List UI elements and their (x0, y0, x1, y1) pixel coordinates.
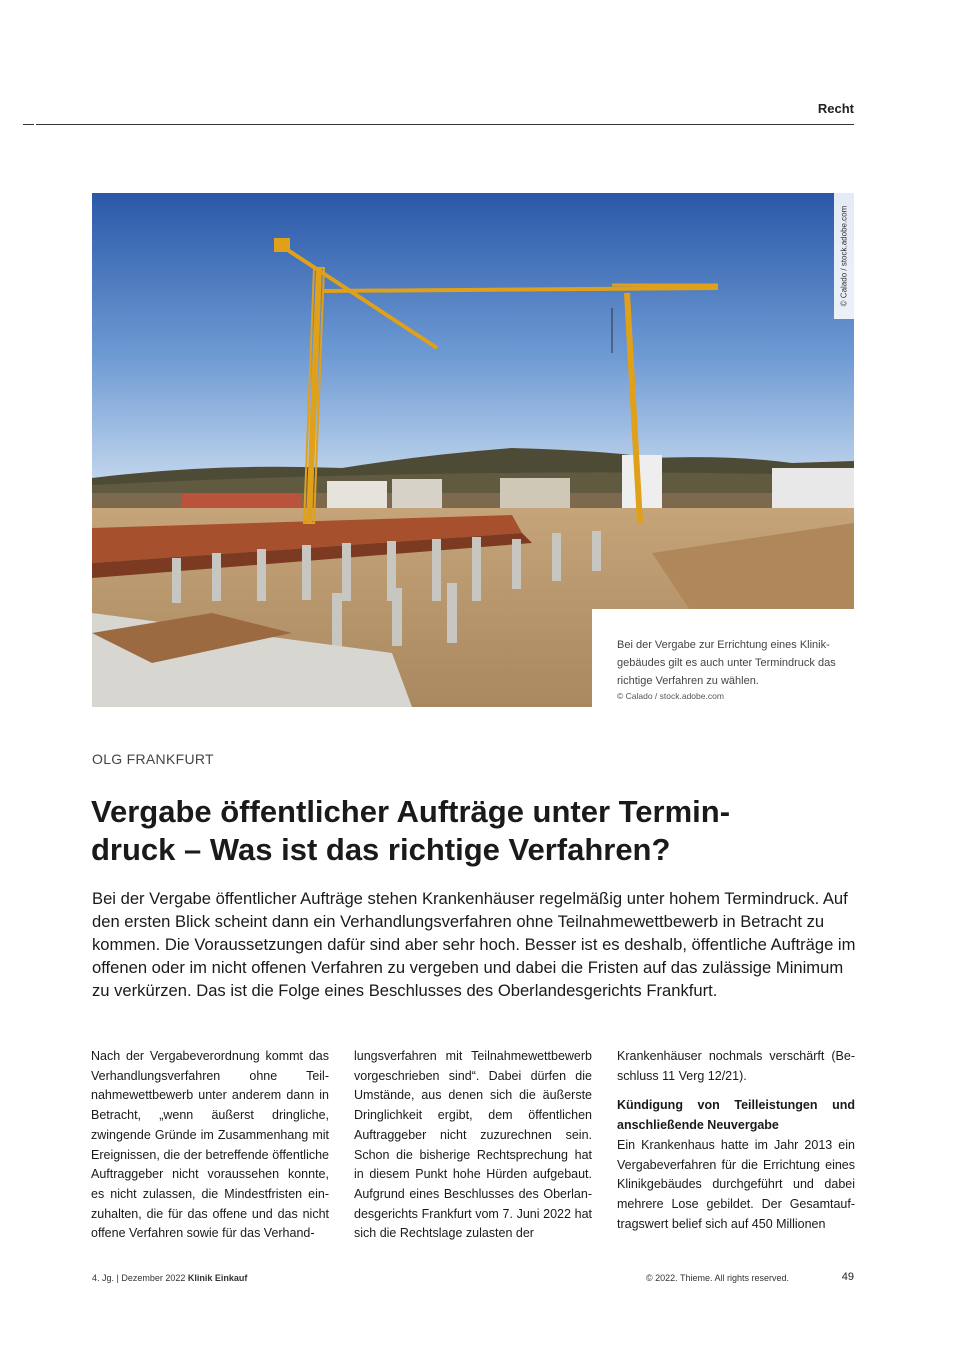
article-lead: Bei der Vergabe öffentlicher Aufträge stehen Krankenhäuser regelmäßig unter hohem Termindruck. Auf den ersten Blick scheint dann ein Verhandlungsverfahren ohne Teilnahmewettbewerb in Betracht zu kommen. Die Voraussetzungen dafür sind aber sehr hoch. Besser ist es deshalb, öffentliche Aufträge im offenen oder im nicht offenen Verfahren zu vergeben und dabei die Fristen auf das zulässige Minimum zu verkürzen. Das ist die Folge eines Beschlusses des Oberlandesgerichts Frankfurt. (92, 889, 856, 1000)
footer-issue (92, 1273, 247, 1283)
body-paragraph: Krankenhäuser nochmals verschärft (Be-schluss 11 Verg 12/21). (617, 1049, 855, 1083)
body-paragraph: Nach der Vergabeverordnung kommt das Verhandlungsverfahren ohne Teil-nahmewettbewerb unter anderem dann in Betracht, „wenn äußerst dringliche, zwingende Gründe im Zusammenhang mit Ereignissen, die der betreffende öffentliche Auftraggeber nicht voraussehen konnte, es nicht zulassen, die Mindestfristen ein-zuhalten, die für das offene und das nicht offene Verfahren sowie für das Verhand- (91, 1049, 329, 1241)
header-rule-tick (23, 124, 34, 125)
footer-copyright: © 2022. Thieme. All rights reserved. (646, 1273, 790, 1283)
body-column-3 (617, 1047, 855, 1234)
body-paragraph: lungsverfahren mit Teilnahmewettbewerb vorgeschrieben sind“. Dabei dürfen die Umstände, aus denen sich die äußerste Dringlichkeit ergibt, dem öffentlichen Auftraggeber nicht zuzurechnen sein. Schon die bisherige Rechtsprechung hat in diesem Punkt hohe Hürden aufgebaut. Aufgrund eines Beschlusses des Oberlan-desgerichts Frankfurt vom 7. Juni 2022 hat sich die Rechtslage zulasten der (354, 1049, 592, 1241)
running-head: Recht (817, 101, 854, 116)
photo-credit-vertical (834, 193, 854, 319)
footer-issue-date: 4. Jg. | Dezember 2022 (92, 1273, 186, 1283)
body-paragraph: Ein Krankenhaus hatte im Jahr 2013 ein Vergabeverfahren für die Errichtung eines Klinikgebäudes durchgeführt und dabei mehrere Lose gebildet. Der Gesamtauf-tragswert belief sich auf 450 Millionen (617, 1137, 855, 1231)
figure-caption-box (592, 609, 854, 707)
header-rule (36, 124, 854, 125)
body-column-2 (354, 1047, 592, 1244)
footer-publication: Klinik Einkauf (187, 1273, 248, 1283)
photo-credit-text: © Calado / stock.adobe.com (839, 205, 849, 307)
article-headline: Vergabe öffentlicher Aufträge unter Termin-druck – Was ist das richtige Verfahren? (91, 794, 731, 867)
article-kicker: OLG FRANKFURT (92, 751, 214, 767)
body-column-1 (91, 1047, 329, 1244)
figure-caption: Bei der Vergabe zur Errichtung eines Klinik-gebäudes gilt es auch unter Termindruck das richtige Verfahren zu wählen. (617, 639, 836, 687)
section-subheading: Kündigung von Teilleistungen und anschließende Neuvergabe (617, 1098, 855, 1133)
figure-caption-credit: © Calado / stock.adobe.com (617, 691, 724, 701)
page-number: 49 (841, 1271, 854, 1283)
construction-site-photo (92, 193, 854, 707)
